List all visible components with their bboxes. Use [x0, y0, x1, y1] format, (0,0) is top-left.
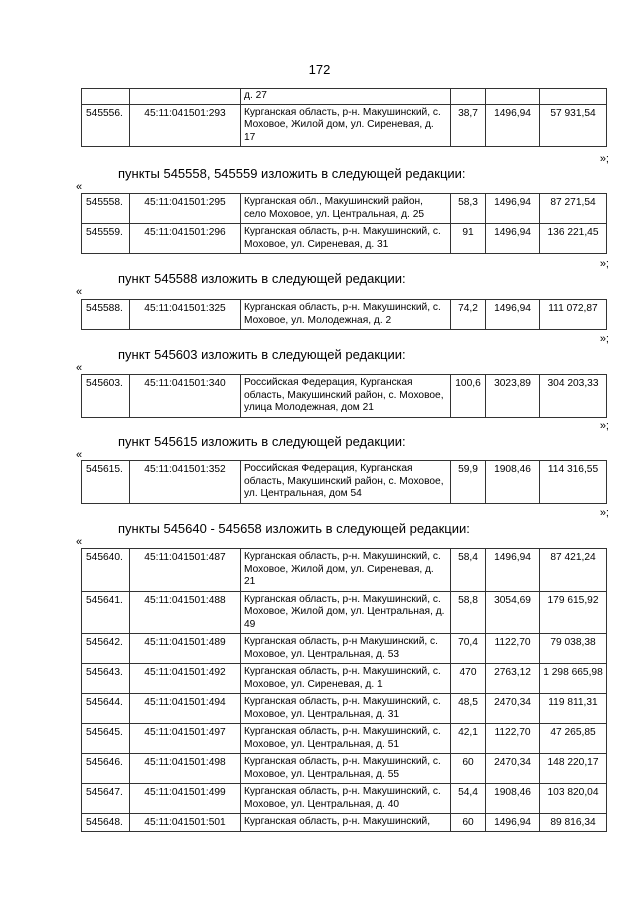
table-row: [82, 664, 607, 694]
section-heading: пункты 545558, 545559 изложить в следующей редакции:: [118, 166, 466, 181]
cadastral-number: 45:11:041501:497: [130, 724, 241, 754]
cadastral-number: 45:11:041501:296: [130, 224, 241, 254]
address: Курганская область, р-н. Макушинский, с. Моховое, ул. Центральная, д. 55: [241, 754, 451, 784]
rate: [486, 89, 540, 105]
address: Курганская область, р-н. Макушинский, с. Моховое, Жилой дом, ул. Сиреневая, д. 21: [241, 549, 451, 592]
cadastral-number: 45:11:041501:492: [130, 664, 241, 694]
table-row: [82, 89, 607, 105]
address: Российская Федерация, Курганская область, Макушинский район, с. Моховое, ул. Центральная, дом 54: [241, 461, 451, 504]
cadastral-value: 103 820,04: [540, 784, 607, 814]
address: Курганская область, р-н. Макушинский, с. Моховое, ул. Молодежная, д. 2: [241, 300, 451, 330]
page-number: 172: [308, 62, 331, 77]
address: Курганская обл., Макушинский район, село Моховое, ул. Центральная, д. 25: [241, 194, 451, 224]
area: 100,6: [451, 375, 486, 418]
area: [451, 89, 486, 105]
row-number: [82, 89, 130, 105]
row-number: 545648.: [82, 814, 130, 832]
row-number: 545558.: [82, 194, 130, 224]
table-row: [82, 591, 607, 634]
registry-table-2: [81, 299, 607, 330]
area: 59,9: [451, 461, 486, 504]
table-row: [82, 754, 607, 784]
cadastral-value: 87 421,24: [540, 549, 607, 592]
row-number: 545647.: [82, 784, 130, 814]
cadastral-number: 45:11:041501:489: [130, 634, 241, 664]
row-number: 545646.: [82, 754, 130, 784]
address: д. 27: [241, 89, 451, 105]
address: Российская Федерация, Курганская область, Макушинский район, с. Моховое, улица Молодежная, дом 21: [241, 375, 451, 418]
address: Курганская область, р-н. Макушинский, с. Моховое, ул. Центральная, д. 31: [241, 694, 451, 724]
cadastral-number: 45:11:041501:487: [130, 549, 241, 592]
cadastral-number: 45:11:041501:501: [130, 814, 241, 832]
row-number: 545615.: [82, 461, 130, 504]
cadastral-value: 111 072,87: [540, 300, 607, 330]
row-number: 545645.: [82, 724, 130, 754]
area: 91: [451, 224, 486, 254]
row-number: 545641.: [82, 591, 130, 634]
close-quote: »;: [599, 153, 609, 165]
section-heading: пункты 545640 - 545658 изложить в следующей редакции:: [118, 521, 470, 536]
table-row: [82, 784, 607, 814]
open-quote: «: [76, 286, 83, 298]
address: Курганская область, р-н Макушинский, с. Моховое, ул. Центральная, д. 53: [241, 634, 451, 664]
cadastral-value: 179 615,92: [540, 591, 607, 634]
area: 48,5: [451, 694, 486, 724]
address: Курганская область, р-н. Макушинский, с. Моховое, Жилой дом, ул. Сиреневая, д. 17: [241, 104, 451, 147]
rate: 1496,94: [486, 104, 540, 147]
cadastral-number: 45:11:041501:293: [130, 104, 241, 147]
address: Курганская область, р-н. Макушинский, с. Моховое, ул. Сиреневая, д. 1: [241, 664, 451, 694]
close-quote: »;: [599, 420, 609, 432]
open-quote: «: [76, 449, 83, 461]
cadastral-value: 87 271,54: [540, 194, 607, 224]
rate: 3023,89: [486, 375, 540, 418]
cadastral-number: 45:11:041501:498: [130, 754, 241, 784]
table-row: [82, 375, 607, 418]
area: 58,4: [451, 549, 486, 592]
table-row: [82, 224, 607, 254]
table-row: [82, 194, 607, 224]
address: Курганская область, р-н. Макушинский, с. Моховое, ул. Центральная, д. 40: [241, 784, 451, 814]
rate: 1496,94: [486, 224, 540, 254]
cadastral-value: 89 816,34: [540, 814, 607, 832]
rate: 2470,34: [486, 754, 540, 784]
table-row: [82, 814, 607, 832]
row-number: 545556.: [82, 104, 130, 147]
section-heading: пункт 545615 изложить в следующей редакции:: [118, 434, 406, 449]
close-quote: »;: [599, 258, 609, 270]
table-row: [82, 694, 607, 724]
cadastral-value: [540, 89, 607, 105]
section-heading: пункт 545588 изложить в следующей редакции:: [118, 271, 406, 286]
row-number: 545559.: [82, 224, 130, 254]
area: 70,4: [451, 634, 486, 664]
cadastral-value: 1 298 665,98: [540, 664, 607, 694]
cadastral-value: 148 220,17: [540, 754, 607, 784]
area: 74,2: [451, 300, 486, 330]
cadastral-value: 136 221,45: [540, 224, 607, 254]
registry-table-4: [81, 460, 607, 504]
row-number: 545640.: [82, 549, 130, 592]
table-row: [82, 634, 607, 664]
cadastral-value: 114 316,55: [540, 461, 607, 504]
area: 60: [451, 754, 486, 784]
row-number: 545642.: [82, 634, 130, 664]
address: Курганская область, р-н. Макушинский, с. Моховое, ул. Центральная, д. 51: [241, 724, 451, 754]
registry-table-1: [81, 193, 607, 254]
area: 58,8: [451, 591, 486, 634]
rate: 1496,94: [486, 300, 540, 330]
open-quote: «: [76, 181, 83, 193]
area: 54,4: [451, 784, 486, 814]
address: Курганская область, р-н. Макушинский, с. Моховое, Жилой дом, ул. Центральная, д. 49: [241, 591, 451, 634]
cadastral-number: 45:11:041501:340: [130, 375, 241, 418]
registry-table-5: [81, 548, 607, 832]
cadastral-value: 119 811,31: [540, 694, 607, 724]
rate: 1496,94: [486, 194, 540, 224]
close-quote: »;: [599, 507, 609, 519]
cadastral-number: 45:11:041501:352: [130, 461, 241, 504]
cadastral-value: 304 203,33: [540, 375, 607, 418]
cadastral-number: [130, 89, 241, 105]
rate: 2763,12: [486, 664, 540, 694]
area: 38,7: [451, 104, 486, 147]
cadastral-value: 79 038,38: [540, 634, 607, 664]
rate: 3054,69: [486, 591, 540, 634]
close-quote: »;: [599, 333, 609, 345]
rate: 1496,94: [486, 814, 540, 832]
row-number: 545643.: [82, 664, 130, 694]
rate: 1908,46: [486, 784, 540, 814]
area: 470: [451, 664, 486, 694]
cadastral-value: 47 265,85: [540, 724, 607, 754]
rate: 1122,70: [486, 724, 540, 754]
cadastral-number: 45:11:041501:325: [130, 300, 241, 330]
table-row: [82, 724, 607, 754]
row-number: 545603.: [82, 375, 130, 418]
cadastral-number: 45:11:041501:494: [130, 694, 241, 724]
rate: 1908,46: [486, 461, 540, 504]
table-row: [82, 300, 607, 330]
rate: 1496,94: [486, 549, 540, 592]
area: 42,1: [451, 724, 486, 754]
cadastral-number: 45:11:041501:295: [130, 194, 241, 224]
rate: 1122,70: [486, 634, 540, 664]
cadastral-number: 45:11:041501:488: [130, 591, 241, 634]
rate: 2470,34: [486, 694, 540, 724]
table-row: [82, 461, 607, 504]
address: Курганская область, р-н. Макушинский, с. Моховое, ул. Сиреневая, д. 31: [241, 224, 451, 254]
row-number: 545644.: [82, 694, 130, 724]
table-row: [82, 104, 607, 147]
section-heading: пункт 545603 изложить в следующей редакции:: [118, 347, 406, 362]
open-quote: «: [76, 536, 83, 548]
cadastral-value: 57 931,54: [540, 104, 607, 147]
address: Курганская область, р-н. Макушинский,: [241, 814, 451, 832]
area: 58,3: [451, 194, 486, 224]
registry-table-0: [81, 88, 607, 147]
area: 60: [451, 814, 486, 832]
registry-table-3: [81, 374, 607, 418]
open-quote: «: [76, 362, 83, 374]
row-number: 545588.: [82, 300, 130, 330]
table-row: [82, 549, 607, 592]
cadastral-number: 45:11:041501:499: [130, 784, 241, 814]
